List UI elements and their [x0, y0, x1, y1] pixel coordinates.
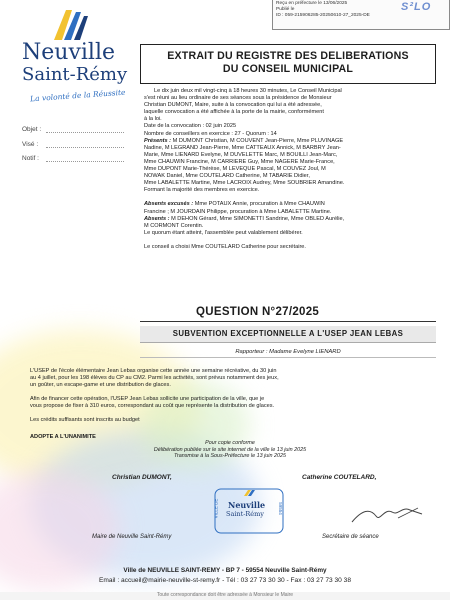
rapporteur: Rapporteur : Madame Evelyne LIENARD: [235, 349, 341, 355]
excuses-block: Absents excusés : Mme POTAUX Annie, procuration à Mme CHAUWIN Francine ; M JOURDAIN Philippe, procuration à Mme LABALETTE Martine.: [144, 201, 332, 215]
label-vise: Visé :: [22, 141, 39, 148]
official-seal: [214, 488, 284, 534]
logo-name-line2: Saint-Rémy: [22, 64, 128, 85]
prefecture-receipt: [272, 0, 450, 30]
presents-block: Présents : M DUMONT Christian, M COUVENT Jean-Pierre, Mme PLUVINAGE Nadine, M LEGRAND Jean-Pierre, Mme CATTEAUX Annick, M BARBRY Jean- Marie, Mme LIENARD Evelyne, M DUVELETTE Marc, M BOUILLI Jean-Marc, Mme CHAUWIN Francine, M CARRIERE Guy, Mme NAGERE Marie-France, Mme DUPONT Marie-Thérèse, M LEVEQUE Pascal, M COUVEZ Joul, M NOWAK Daniel, Mme COUTELARD Catherine, M TABARIE Didier, Mme LABALETTE Martine, Mme LACROIX Audrey, Mme SOUBRIER Amandine. Formant la majorité des membres en exercice.: [144, 137, 345, 194]
seal-name-line1: Neuville: [228, 500, 266, 510]
question-divider: [140, 321, 436, 322]
receipt-line-published: Publié le: [276, 7, 295, 13]
secretary-signature: [348, 500, 428, 530]
certified-copy: [120, 440, 340, 460]
deliberation-body: [144, 88, 436, 251]
convocation-date: Date de la convocation : 02 juin 2025: [144, 123, 237, 130]
quorum-text: Le quorum étant atteint, l'assemblée peut valablement délibérer.: [144, 229, 303, 236]
question-number: QUESTION N°27/2025: [196, 306, 320, 318]
vise-line: [46, 147, 124, 148]
adopte-text: ADOPTE A L'UNANIMITE: [30, 433, 96, 440]
paragraph-activities: L'USEP de l'école élémentaire Jean Lebas organise cette année une semaine récréative, du 30 juin au 4 juillet, pour les 198 élèves du CP au CM2. Parmi les activités, sont prévus notamment des jeux, un goûter, un escape-game et une distribution de glaces.: [30, 368, 279, 389]
secretaire-text: Le conseil a choisi Mme COUTELARD Catherine pour secrétaire.: [144, 243, 306, 250]
copie-line2: Délibération publiée sur le site internet de la ville le 13 juin 2025: [153, 446, 307, 453]
seal-side-right: 59554: [277, 502, 283, 515]
title-line2: DU CONSEIL MUNICIPAL: [222, 63, 354, 75]
slo-stamp: S²LO: [401, 1, 432, 13]
objet-line: [46, 132, 124, 133]
label-objet: Objet :: [22, 126, 42, 133]
secretary-title: Secrétaire de séance: [322, 534, 379, 540]
city-logo: [20, 6, 130, 106]
absents-label: Absents :: [144, 215, 170, 222]
document-title: [140, 44, 436, 84]
footer-note: Toute correspondance doit être adressée à Monsieur le Maire: [156, 592, 294, 598]
subject-banner: SUBVENTION EXCEPTIONNELLE A L'USEP JEAN LEBAS: [140, 326, 436, 343]
excuses-label: Absents excusés :: [144, 201, 194, 208]
label-notif: Notif :: [22, 155, 39, 162]
seal-name-line2: Saint-Rémy: [226, 510, 264, 518]
conseillers-count: Nombre de conseillers en exercice : 27 - Quorum : 14: [144, 130, 277, 137]
copie-line1: Pour copie conforme: [205, 440, 255, 446]
mayor-title: Maire de Neuville Saint-Rémy: [92, 534, 172, 540]
logo-slogan: La volonté de la Réussite: [29, 87, 126, 104]
rapporteur-rule: [140, 357, 436, 358]
receipt-line-id: ID : 059-215906285-20250610-27_2025-DE: [276, 13, 370, 19]
title-line1: EXTRAIT DU REGISTRE DES DELIBERATIONS: [167, 50, 409, 62]
motion-text: [30, 368, 440, 441]
logo-name-line1: Neuville: [22, 40, 115, 65]
footer-contact: Email : accueil@mairie-neuville-st-remy.fr - Tél : 03 27 73 30 30 - Fax : 03 27 73 30 38: [99, 577, 351, 584]
paragraph-financing: Afin de financer cette opération, l'USEP Jean Lebas sollicite une participation de la ville, que je vous propose de fixer à 310 euros, correspondant au coût que représente la distribution de glaces.: [30, 396, 275, 410]
secretary-name: Catherine COUTELARD,: [302, 474, 377, 481]
intro-paragraph: Le dix juin deux mil vingt-cinq à 18 heures 30 minutes, Le Conseil Municipal s'est réuni au lieu ordinaire de ses séances sous la présidence de Monsieur Christian DUMONT, Maire, suite à la convocation qui lui a été adressée, laquelle convocation a été affichée à la porte de la mairie, conformément à la loi.: [144, 88, 342, 123]
credits-text: Les crédits suffisants sont inscrits au budget: [30, 417, 140, 424]
notif-line: [46, 161, 124, 162]
receipt-line-received: Reçu en préfecture le 13/06/2025: [276, 1, 348, 6]
presents-label: Présents :: [144, 137, 172, 144]
seal-side-left: VILLE DE: [213, 498, 219, 519]
copie-line3: Transmise à la Sous-Préfecture le 13 juin 2025: [174, 453, 286, 460]
mayor-name: Christian DUMONT,: [112, 474, 172, 481]
absents-block: Absents : M DEHON Gérard, Mme SIMONETTI Sandrine, Mme OBLED Aurélie, M CORMONT Corentin.: [144, 215, 345, 229]
footer-address: Ville de NEUVILLE SAINT-REMY - BP 7 - 59554 Neuville Saint-Rémy: [123, 567, 327, 574]
